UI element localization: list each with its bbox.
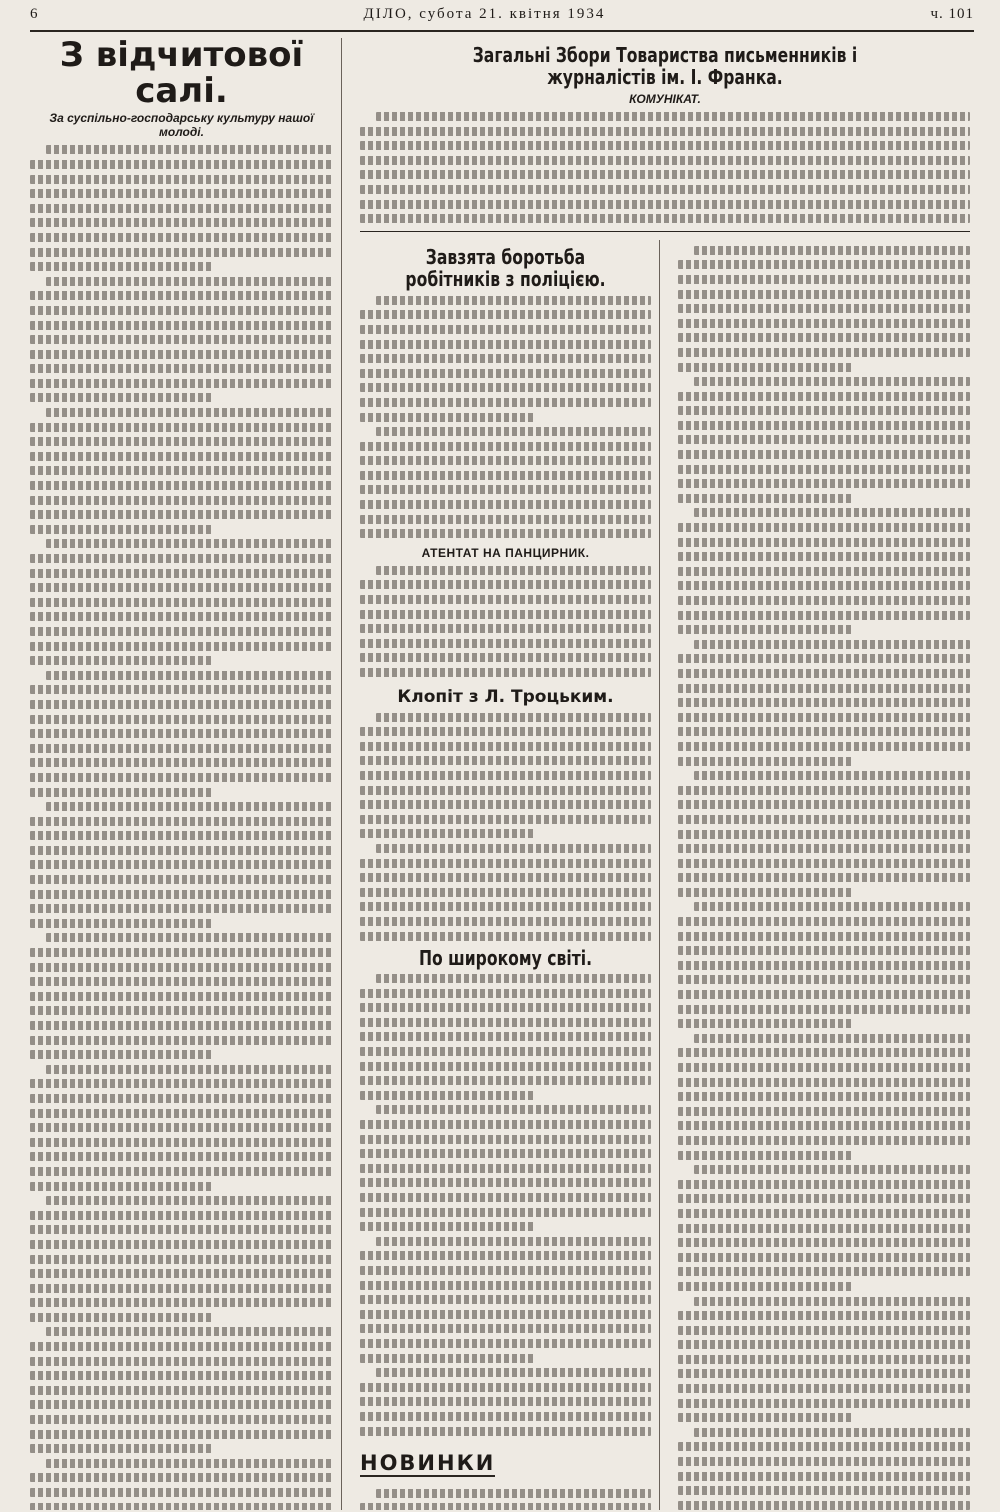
text-line-placeholder — [678, 1486, 970, 1495]
text-line-placeholder — [678, 727, 970, 736]
text-line-placeholder — [678, 713, 970, 722]
text-line-placeholder — [360, 742, 651, 751]
text-line-placeholder — [360, 829, 535, 838]
text-line-placeholder — [360, 1135, 651, 1144]
text-line-placeholder — [678, 1019, 853, 1028]
text-line-placeholder — [678, 917, 970, 926]
text-line-placeholder — [360, 1266, 651, 1275]
text-line-placeholder — [678, 1355, 970, 1364]
news-body — [360, 1489, 651, 1510]
text-line-placeholder — [678, 319, 970, 328]
text-line-placeholder — [360, 1339, 651, 1348]
text-line-placeholder — [360, 141, 970, 150]
text-line-placeholder — [694, 246, 970, 255]
text-line-placeholder — [678, 538, 970, 547]
text-line-placeholder — [30, 262, 212, 271]
text-line-placeholder — [360, 1149, 651, 1158]
text-line-placeholder — [360, 668, 651, 677]
text-line-placeholder — [360, 989, 651, 998]
text-line-placeholder — [46, 277, 333, 286]
text-line-placeholder — [360, 727, 651, 736]
text-line-placeholder — [376, 713, 651, 722]
column-3 — [678, 240, 974, 1510]
text-line-placeholder — [30, 218, 333, 227]
text-line-placeholder — [360, 800, 651, 809]
text-line-placeholder — [30, 700, 333, 709]
text-line-placeholder — [678, 1180, 970, 1189]
text-line-placeholder — [678, 290, 970, 299]
text-line-placeholder — [678, 1413, 853, 1422]
masthead-date: ДІЛО, субота 21. квітня 1934 — [363, 6, 606, 22]
text-line-placeholder — [678, 435, 970, 444]
text-line-placeholder — [678, 304, 970, 313]
text-line-placeholder — [30, 685, 333, 694]
text-line-placeholder — [360, 932, 651, 941]
text-line-placeholder — [30, 423, 333, 432]
text-line-placeholder — [376, 296, 651, 305]
text-line-placeholder — [360, 127, 970, 136]
news-title: НОВИНКИ — [360, 1451, 496, 1476]
text-line-placeholder — [30, 948, 333, 957]
text-line-placeholder — [678, 932, 970, 941]
text-line-placeholder — [678, 844, 970, 853]
text-line-placeholder — [678, 1267, 970, 1276]
text-line-placeholder — [678, 1442, 970, 1451]
text-line-placeholder — [30, 1094, 333, 1103]
text-line-placeholder — [678, 1209, 970, 1218]
text-line-placeholder — [678, 1063, 970, 1072]
text-line-placeholder — [30, 1036, 333, 1045]
text-line-placeholder — [376, 844, 651, 853]
text-line-placeholder — [30, 846, 333, 855]
text-line-placeholder — [678, 625, 853, 634]
text-line-placeholder — [376, 1489, 651, 1498]
text-line-placeholder — [30, 875, 333, 884]
column-2 — [360, 240, 660, 1510]
text-line-placeholder — [360, 1178, 651, 1187]
text-line-placeholder — [30, 1313, 212, 1322]
text-line-placeholder — [30, 729, 333, 738]
text-line-placeholder — [30, 1152, 333, 1161]
issue-number: ч. 101 — [930, 6, 974, 22]
text-line-placeholder — [360, 214, 970, 223]
text-line-placeholder — [678, 348, 970, 357]
text-line-placeholder — [30, 715, 333, 724]
text-line-placeholder — [360, 1032, 651, 1041]
trotsky-body — [360, 713, 651, 941]
text-line-placeholder — [678, 859, 970, 868]
text-line-placeholder — [694, 1428, 970, 1437]
text-line-placeholder — [46, 1196, 333, 1205]
text-line-placeholder — [694, 508, 970, 517]
world-body — [360, 974, 651, 1435]
text-line-placeholder — [30, 1342, 333, 1351]
text-line-placeholder — [360, 170, 970, 179]
workers-title: Завзята боротьба робітників з поліцією. — [405, 245, 606, 292]
text-line-placeholder — [30, 1050, 212, 1059]
text-line-placeholder — [678, 333, 970, 342]
text-line-placeholder — [360, 369, 651, 378]
left-article-subtitle: За суспільно-господарську культуру нашої молоді. — [49, 111, 314, 140]
text-line-placeholder — [30, 831, 333, 840]
text-line-placeholder — [678, 786, 970, 795]
text-line-placeholder — [360, 1208, 651, 1217]
text-line-placeholder — [30, 1386, 333, 1395]
text-line-placeholder — [678, 669, 970, 678]
text-line-placeholder — [678, 260, 970, 269]
text-line-placeholder — [694, 1165, 970, 1174]
text-line-placeholder — [360, 340, 651, 349]
text-line-placeholder — [30, 1167, 333, 1176]
text-line-placeholder — [360, 500, 651, 509]
franko-title: Загальні Збори Товариства письменників і журналістів ім. І. Франка. — [472, 43, 858, 89]
text-line-placeholder — [30, 1182, 212, 1191]
text-line-placeholder — [360, 1324, 651, 1333]
text-line-placeholder — [678, 684, 970, 693]
text-line-placeholder — [30, 788, 212, 797]
text-line-placeholder — [30, 612, 333, 621]
text-line-placeholder — [360, 1397, 651, 1406]
text-line-placeholder — [46, 408, 333, 417]
text-line-placeholder — [30, 1225, 333, 1234]
text-line-placeholder — [30, 992, 333, 1001]
text-line-placeholder — [360, 917, 651, 926]
text-line-placeholder — [30, 817, 333, 826]
workers-body — [360, 296, 651, 539]
text-line-placeholder — [678, 742, 970, 751]
text-line-placeholder — [30, 481, 333, 490]
text-line-placeholder — [360, 786, 651, 795]
text-line-placeholder — [360, 902, 651, 911]
text-line-placeholder — [30, 569, 333, 578]
text-line-placeholder — [30, 1371, 333, 1380]
text-line-placeholder — [30, 1488, 333, 1497]
text-line-placeholder — [360, 859, 651, 868]
text-line-placeholder — [678, 830, 970, 839]
franko-body — [360, 112, 970, 223]
text-line-placeholder — [30, 1430, 333, 1439]
text-line-placeholder — [678, 581, 970, 590]
world-title: По широкому світі. — [418, 945, 593, 970]
text-line-placeholder — [30, 1211, 333, 1220]
text-line-placeholder — [30, 510, 333, 519]
text-line-placeholder — [30, 452, 333, 461]
text-line-placeholder — [30, 233, 333, 242]
text-line-placeholder — [678, 1224, 970, 1233]
text-line-placeholder — [30, 350, 333, 359]
text-line-placeholder — [360, 485, 651, 494]
text-line-placeholder — [30, 1240, 333, 1249]
text-line-placeholder — [678, 990, 970, 999]
text-line-placeholder — [360, 1295, 651, 1304]
text-line-placeholder — [678, 1238, 970, 1247]
text-line-placeholder — [678, 1253, 970, 1262]
text-line-placeholder — [30, 1473, 333, 1482]
text-line-placeholder — [360, 471, 651, 480]
text-line-placeholder — [678, 1136, 970, 1145]
text-line-placeholder — [678, 946, 970, 955]
text-line-placeholder — [678, 1472, 970, 1481]
text-line-placeholder — [678, 815, 970, 824]
text-line-placeholder — [678, 1457, 970, 1466]
text-line-placeholder — [30, 335, 333, 344]
text-line-placeholder — [678, 961, 970, 970]
text-line-placeholder — [30, 963, 333, 972]
text-line-placeholder — [30, 773, 333, 782]
text-line-placeholder — [678, 1048, 970, 1057]
text-line-placeholder — [30, 890, 333, 899]
text-line-placeholder — [30, 642, 333, 651]
franko-subtitle: КОМУНІКАТ. — [629, 92, 701, 106]
text-line-placeholder — [678, 552, 970, 561]
text-line-placeholder — [360, 580, 651, 589]
text-line-placeholder — [360, 1003, 651, 1012]
text-line-placeholder — [678, 1005, 970, 1014]
text-line-placeholder — [360, 1091, 535, 1100]
text-line-placeholder — [360, 456, 651, 465]
text-line-placeholder — [360, 771, 651, 780]
text-line-placeholder — [678, 275, 970, 284]
text-line-placeholder — [678, 1311, 970, 1320]
text-line-placeholder — [46, 671, 333, 680]
text-line-placeholder — [30, 393, 212, 402]
text-line-placeholder — [30, 204, 333, 213]
text-line-placeholder — [694, 902, 970, 911]
text-line-placeholder — [30, 1357, 333, 1366]
text-line-placeholder — [678, 800, 970, 809]
text-line-placeholder — [30, 496, 333, 505]
text-line-placeholder — [360, 156, 970, 165]
text-line-placeholder — [30, 860, 333, 869]
text-line-placeholder — [360, 1164, 651, 1173]
text-line-placeholder — [376, 112, 970, 121]
text-line-placeholder — [30, 175, 333, 184]
text-line-placeholder — [30, 1079, 333, 1088]
text-line-placeholder — [360, 398, 651, 407]
text-line-placeholder — [678, 596, 970, 605]
text-line-placeholder — [46, 1327, 333, 1336]
text-line-placeholder — [678, 1194, 970, 1203]
page-header — [30, 6, 974, 32]
text-line-placeholder — [30, 1415, 333, 1424]
text-line-placeholder — [46, 1065, 333, 1074]
text-line-placeholder — [678, 757, 853, 766]
text-line-placeholder — [360, 310, 651, 319]
text-line-placeholder — [46, 539, 333, 548]
text-line-placeholder — [30, 466, 333, 475]
text-line-placeholder — [30, 160, 333, 169]
text-line-placeholder — [678, 873, 970, 882]
text-line-placeholder — [360, 383, 651, 392]
text-line-placeholder — [678, 1340, 970, 1349]
text-line-placeholder — [360, 815, 651, 824]
divider — [360, 231, 970, 232]
text-line-placeholder — [678, 479, 970, 488]
text-line-placeholder — [30, 554, 333, 563]
text-line-placeholder — [360, 595, 651, 604]
text-line-placeholder — [360, 1383, 651, 1392]
text-line-placeholder — [46, 802, 333, 811]
text-line-placeholder — [30, 437, 333, 446]
text-line-placeholder — [30, 1109, 333, 1118]
text-line-placeholder — [46, 145, 333, 154]
text-line-placeholder — [678, 654, 970, 663]
text-line-placeholder — [678, 450, 970, 459]
text-line-placeholder — [678, 1369, 970, 1378]
text-line-placeholder — [30, 1123, 333, 1132]
column-1 — [30, 38, 342, 1510]
text-line-placeholder — [360, 639, 651, 648]
text-line-placeholder — [360, 1310, 651, 1319]
text-line-placeholder — [30, 1284, 333, 1293]
text-line-placeholder — [30, 364, 333, 373]
text-line-placeholder — [30, 598, 333, 607]
text-line-placeholder — [30, 744, 333, 753]
text-line-placeholder — [678, 611, 970, 620]
text-line-placeholder — [360, 1062, 651, 1071]
text-line-placeholder — [30, 1269, 333, 1278]
text-line-placeholder — [360, 756, 651, 765]
text-line-placeholder — [678, 1501, 970, 1510]
text-line-placeholder — [46, 933, 333, 942]
text-line-placeholder — [360, 1281, 651, 1290]
text-line-placeholder — [360, 200, 970, 209]
text-line-placeholder — [678, 406, 970, 415]
text-line-placeholder — [30, 904, 333, 913]
text-line-placeholder — [678, 567, 970, 576]
text-line-placeholder — [678, 698, 970, 707]
armored-body — [360, 566, 651, 677]
text-line-placeholder — [360, 1076, 651, 1085]
text-line-placeholder — [678, 888, 853, 897]
text-line-placeholder — [30, 321, 333, 330]
text-line-placeholder — [678, 392, 970, 401]
text-line-placeholder — [30, 1021, 333, 1030]
text-line-placeholder — [678, 1151, 853, 1160]
text-line-placeholder — [360, 1193, 651, 1202]
text-line-placeholder — [30, 379, 333, 388]
text-line-placeholder — [30, 1138, 333, 1147]
text-line-placeholder — [30, 656, 212, 665]
text-line-placeholder — [30, 1444, 212, 1453]
text-line-placeholder — [376, 427, 651, 436]
text-line-placeholder — [30, 306, 333, 315]
text-line-placeholder — [360, 1412, 651, 1421]
text-line-placeholder — [360, 624, 651, 633]
left-article-body — [30, 145, 333, 1510]
text-line-placeholder — [30, 919, 212, 928]
text-line-placeholder — [694, 771, 970, 780]
text-line-placeholder — [678, 1282, 853, 1291]
text-line-placeholder — [678, 363, 853, 372]
text-line-placeholder — [376, 1105, 651, 1114]
text-line-placeholder — [694, 640, 970, 649]
text-line-placeholder — [678, 1107, 970, 1116]
text-line-placeholder — [376, 1368, 651, 1377]
text-line-placeholder — [360, 610, 651, 619]
text-line-placeholder — [360, 873, 651, 882]
text-line-placeholder — [360, 515, 651, 524]
text-line-placeholder — [678, 494, 853, 503]
text-line-placeholder — [360, 1354, 535, 1363]
text-line-placeholder — [678, 523, 970, 532]
page-number: 6 — [30, 6, 39, 22]
text-line-placeholder — [30, 758, 333, 767]
text-line-placeholder — [360, 1503, 651, 1510]
right-block — [360, 38, 974, 1510]
text-line-placeholder — [694, 1297, 970, 1306]
text-line-placeholder — [30, 583, 333, 592]
text-line-placeholder — [678, 1399, 970, 1408]
text-line-placeholder — [678, 1092, 970, 1101]
trotsky-title: Клопіт з Л. Троцьким. — [397, 687, 614, 707]
text-line-placeholder — [360, 1222, 535, 1231]
text-line-placeholder — [678, 421, 970, 430]
text-line-placeholder — [360, 354, 651, 363]
text-line-placeholder — [30, 977, 333, 986]
text-line-placeholder — [46, 1459, 333, 1468]
text-line-placeholder — [376, 974, 651, 983]
text-line-placeholder — [360, 185, 970, 194]
text-line-placeholder — [30, 1503, 333, 1510]
column-3-body — [678, 246, 970, 1510]
text-line-placeholder — [376, 1237, 651, 1246]
text-line-placeholder — [30, 1006, 333, 1015]
text-line-placeholder — [30, 1255, 333, 1264]
text-line-placeholder — [30, 248, 333, 257]
text-line-placeholder — [30, 1298, 333, 1307]
text-line-placeholder — [360, 1047, 651, 1056]
text-line-placeholder — [360, 653, 651, 662]
text-line-placeholder — [678, 1326, 970, 1335]
text-line-placeholder — [694, 1034, 970, 1043]
text-line-placeholder — [360, 325, 651, 334]
text-line-placeholder — [376, 566, 651, 575]
text-line-placeholder — [678, 975, 970, 984]
text-line-placeholder — [360, 1427, 651, 1436]
armored-title: АТЕНТАТ НА ПАНЦИРНИК. — [421, 546, 590, 561]
text-line-placeholder — [30, 525, 212, 534]
text-line-placeholder — [30, 627, 333, 636]
text-line-placeholder — [30, 1400, 333, 1409]
left-article-title: З відчитової салі. — [59, 38, 304, 111]
text-line-placeholder — [360, 1120, 651, 1129]
text-line-placeholder — [360, 529, 651, 538]
text-line-placeholder — [678, 1121, 970, 1130]
text-line-placeholder — [360, 442, 651, 451]
text-line-placeholder — [694, 377, 970, 386]
text-line-placeholder — [678, 1384, 970, 1393]
text-line-placeholder — [360, 1251, 651, 1260]
text-line-placeholder — [360, 888, 651, 897]
text-line-placeholder — [360, 413, 535, 422]
text-line-placeholder — [678, 465, 970, 474]
text-line-placeholder — [30, 189, 333, 198]
text-line-placeholder — [360, 1018, 651, 1027]
columns — [30, 38, 974, 1510]
text-line-placeholder — [678, 1078, 970, 1087]
text-line-placeholder — [30, 291, 333, 300]
